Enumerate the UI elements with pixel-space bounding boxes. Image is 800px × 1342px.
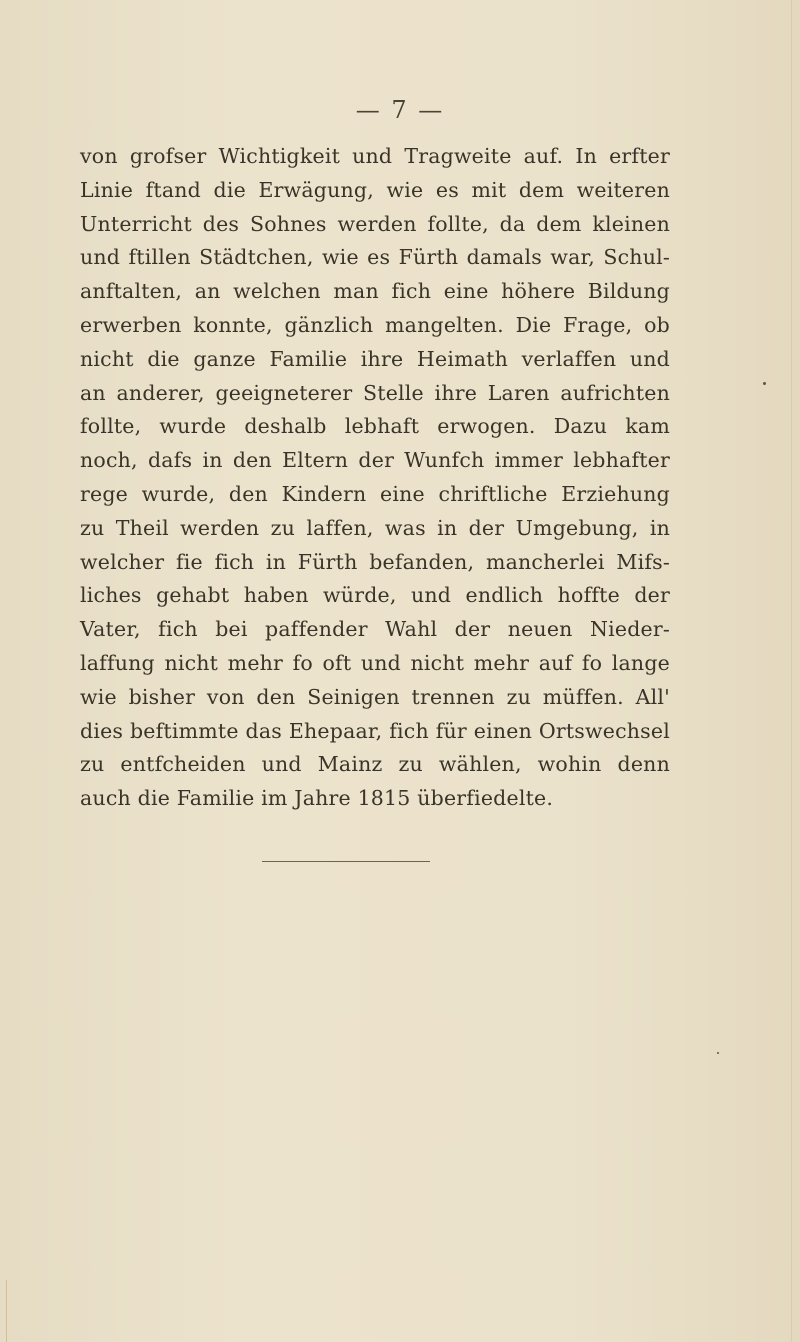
text-line: zu entfcheiden und Mainz zu wählen, wohin denn (80, 752, 670, 777)
page-edge-left (6, 1280, 7, 1342)
body-paragraph (80, 140, 670, 816)
text-line: Linie ftand die Erwägung, wie es mit dem weiteren (80, 177, 670, 202)
page-number-header: — 7 — (355, 96, 445, 124)
text-line: Vater, fich bei paffender Wahl der neuen Nieder- (80, 617, 670, 642)
paper-speck (763, 382, 766, 385)
text-line: laffung nicht mehr fo oft und nicht mehr auf fo lange (80, 650, 670, 675)
text-line: auch die Familie im Jahre 1815 überfiedelte. (80, 786, 554, 811)
page-edge-right (791, 0, 792, 1342)
text-line: an anderer, geeigneterer Stelle ihre Laren aufrichten (80, 380, 670, 405)
text-line: von grofser Wichtigkeit und Tragweite auf. In erfter (80, 144, 670, 168)
text-line: noch, dafs in den Eltern der Wunfch immer lebhafter (80, 448, 670, 473)
text-line: anftalten, an welchen man fich eine höhere Bildung (80, 279, 670, 304)
text-line: erwerben konnte, gänzlich mangelten. Die Frage, ob (80, 312, 670, 337)
text-line: zu Theil werden zu laffen, was in der Umgebung, in (80, 515, 670, 540)
text-line: dies beftimmte das Ehepaar, fich für einen Ortswechsel (80, 718, 670, 743)
section-divider (262, 861, 430, 862)
text-line: rege wurde, den Kindern eine chriftliche Erziehung (80, 481, 670, 506)
text-line: welcher fie fich in Fürth befanden, mancherlei Mifs- (80, 549, 670, 574)
text-line: Unterricht des Sohnes werden follte, da dem kleinen (80, 211, 670, 236)
text-line: und ftillen Städtchen, wie es Fürth damals war, Schul- (80, 245, 670, 270)
text-line: wie bisher von den Seinigen trennen zu müffen. All' (80, 684, 670, 709)
text-line: follte, wurde deshalb lebhaft erwogen. Dazu kam (80, 414, 670, 439)
text-line: nicht die ganze Familie ihre Heimath verlaffen und (80, 346, 670, 371)
text-line: liches gehabt haben würde, und endlich hoffte der (80, 583, 670, 608)
paper-speck (717, 1052, 719, 1054)
